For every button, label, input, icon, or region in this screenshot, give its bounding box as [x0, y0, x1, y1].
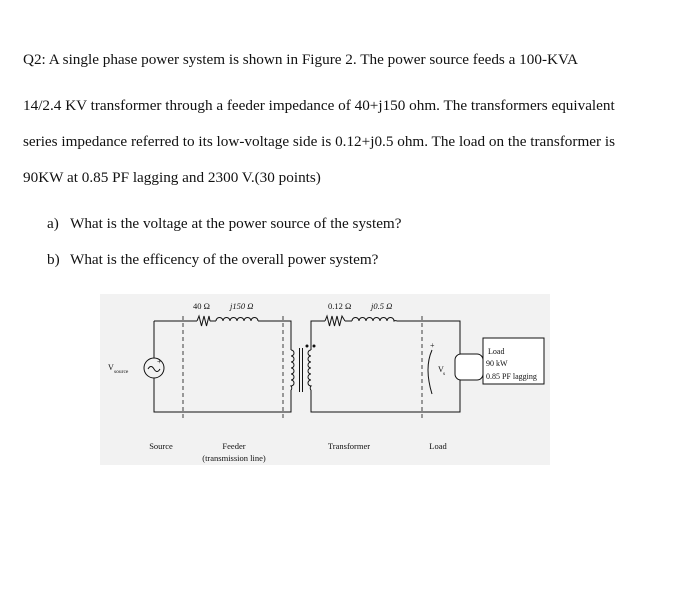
load-impedance-box — [455, 354, 483, 380]
vs-sub: s — [443, 371, 446, 377]
section-label-transformer: Transformer — [327, 441, 371, 451]
transformer-inductor — [352, 318, 397, 322]
vsource-sub: source — [114, 369, 129, 375]
xfmr-r-label: 0.12 Ω — [328, 301, 352, 311]
transformer-primary-coil — [291, 350, 294, 390]
section-label-source: Source — [149, 441, 173, 451]
circuit-figure — [100, 294, 550, 465]
question-line-3: series impedance referred to its low-voltage side is 0.12+j0.5 ohm. The load on the transformer is — [23, 133, 616, 150]
load-box-line2: 90 kW — [486, 359, 508, 368]
transformer-core — [300, 348, 303, 392]
section-label-feeder: Feeder — [222, 441, 246, 451]
part-a-text: What is the voltage at the power source of the system? — [70, 215, 402, 232]
polarity-dot-secondary — [306, 345, 309, 348]
feeder-inductor — [216, 318, 258, 322]
xfmr-x-label: j0.5 Ω — [371, 301, 393, 311]
feeder-resistor — [197, 316, 210, 326]
section-label-load: Load — [429, 441, 447, 451]
vsource-main: V — [108, 363, 114, 372]
feeder-r-label: 40 Ω — [193, 301, 210, 311]
part-a-label: a) — [47, 215, 59, 232]
transformer-resistor — [325, 316, 345, 326]
transformer-secondary-coil — [308, 350, 311, 390]
polarity-dot-secondary-2 — [313, 345, 316, 348]
part-b-label: b) — [47, 251, 60, 268]
question-line-4: 90KW at 0.85 PF lagging and 2300 V.(30 points) — [23, 169, 321, 186]
feeder-top-wire — [154, 321, 291, 350]
load-box-line3: 0.85 PF lagging — [486, 372, 537, 381]
vs-bracket — [428, 350, 432, 394]
sine-wave-icon — [148, 367, 160, 372]
question-line-2: 14/2.4 KV transformer through a feeder impedance of 40+j150 ohm. The transformers equivalent — [23, 97, 615, 114]
source-plus: + — [157, 357, 162, 366]
load-box-line1: Load — [488, 347, 505, 356]
part-b-text: What is the efficency of the overall power system? — [70, 251, 379, 268]
section-label-feeder-sub: (transmission line) — [202, 453, 266, 463]
vs-main: V — [438, 365, 444, 374]
feeder-x-label: j150 Ω — [230, 301, 254, 311]
question-line-1: Q2: A single phase power system is shown in Figure 2. The power source feeds a 100-KVA — [23, 51, 578, 68]
question-part-b — [47, 251, 378, 269]
source-loop-wire — [154, 321, 291, 412]
vs-plus: + — [430, 341, 435, 350]
circuit-diagram — [100, 294, 550, 465]
question-part-a — [47, 215, 402, 233]
